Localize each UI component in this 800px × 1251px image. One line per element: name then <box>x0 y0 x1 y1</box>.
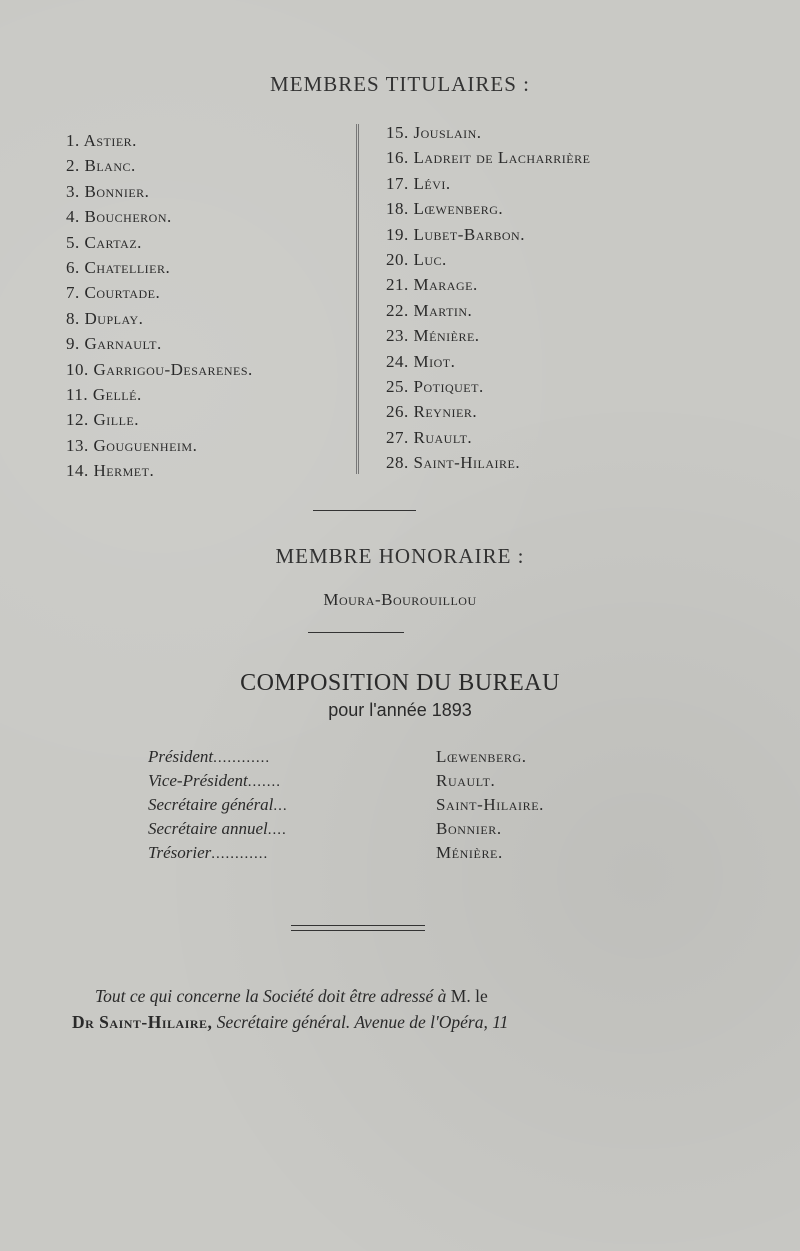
honorary-heading: MEMBRE HONORAIRE : <box>275 544 525 568</box>
footer-name: Dr Saint-Hilaire, <box>72 1012 213 1032</box>
member-name: Lœwenberg. <box>413 199 504 219</box>
member-entry <box>66 153 253 178</box>
member-entry <box>386 171 590 196</box>
bureau-title: COMPOSITION DU BUREAU <box>240 670 560 696</box>
member-entry <box>66 179 253 204</box>
officer-row <box>148 745 628 769</box>
member-entry <box>66 382 253 407</box>
member-name: Blanc. <box>84 156 136 176</box>
member-number: 25. <box>386 376 409 396</box>
member-name: Boucheron. <box>84 207 172 227</box>
member-entry <box>66 280 253 305</box>
member-number: 11. <box>66 384 89 404</box>
member-entry <box>66 306 253 331</box>
member-number: 23. <box>386 326 409 346</box>
officer-name: Lœwenberg. <box>436 747 527 766</box>
footer-address: Secrétaire général. Avenue de l'Opéra, 11 <box>212 1012 509 1032</box>
member-entry <box>386 349 590 374</box>
member-number: 2. <box>66 156 80 176</box>
member-number: 4. <box>66 207 80 227</box>
member-name: Jouslain. <box>413 123 482 142</box>
footer-line-1 <box>95 986 695 1007</box>
member-name: Garnault. <box>84 334 162 354</box>
member-name: Potiquet. <box>413 376 484 396</box>
section-divider <box>308 632 404 633</box>
members-heading: MEMBRES TITULAIRES : <box>270 72 530 96</box>
officer-role: Vice-Président <box>148 771 248 790</box>
member-name: Miot. <box>413 351 456 371</box>
member-name: Bonnier. <box>84 181 150 201</box>
member-name: Gille. <box>93 410 140 430</box>
member-entry <box>66 204 253 229</box>
members-list-left <box>66 128 253 483</box>
member-entry <box>386 272 590 297</box>
member-name: Courtade. <box>84 283 161 303</box>
member-entry <box>386 298 590 323</box>
member-entry <box>66 128 253 153</box>
member-number: 12. <box>66 410 89 430</box>
member-number: 20. <box>386 249 409 269</box>
member-entry <box>386 120 590 145</box>
member-name: Lévi. <box>413 173 451 193</box>
officer-role: Trésorier <box>148 843 212 862</box>
member-name: Chatellier. <box>84 257 171 277</box>
member-number: 1. <box>66 131 80 150</box>
member-entry <box>386 323 590 348</box>
member-number: 13. <box>66 435 89 455</box>
member-number: 26. <box>386 402 409 422</box>
member-number: 9. <box>66 334 80 354</box>
member-entry <box>386 399 590 424</box>
officer-row <box>148 817 628 841</box>
member-entry <box>66 255 253 280</box>
member-name: Martin. <box>413 300 473 320</box>
bureau-year: pour l'année 1893 <box>328 700 472 720</box>
member-name: Cartaz. <box>84 232 142 252</box>
member-entry <box>66 407 253 432</box>
member-number: 22. <box>386 300 409 320</box>
member-entry <box>386 425 590 450</box>
footer-text: M. le <box>446 986 488 1006</box>
member-number: 16. <box>386 148 409 168</box>
member-name: Astier. <box>83 131 137 150</box>
column-divider <box>356 124 359 474</box>
officer-name: Ménière. <box>436 843 503 862</box>
member-number: 24. <box>386 351 409 371</box>
officer-leader-dots: ....... <box>247 774 282 790</box>
officers-list <box>148 745 628 865</box>
member-entry <box>386 222 590 247</box>
member-name: Duplay. <box>84 308 144 328</box>
officer-leader-dots: ............ <box>213 750 271 766</box>
member-number: 5. <box>66 232 80 252</box>
member-number: 28. <box>386 453 409 473</box>
member-name: Lubet-Barbon. <box>413 224 525 244</box>
member-number: 6. <box>66 257 80 277</box>
member-name: Saint-Hilaire. <box>413 453 521 473</box>
footer-line-2 <box>72 1012 672 1033</box>
member-number: 14. <box>66 461 89 481</box>
member-name: Ruault. <box>413 427 473 447</box>
member-number: 15. <box>386 123 409 142</box>
officer-role: Secrétaire annuel <box>148 819 268 838</box>
member-entry <box>386 374 590 399</box>
members-list-right <box>386 120 590 475</box>
member-number: 18. <box>386 199 409 219</box>
member-entry <box>66 458 253 483</box>
member-name: Luc. <box>413 249 447 269</box>
member-entry <box>66 433 253 458</box>
honorary-member: Moura-Bourouillou <box>323 590 477 609</box>
member-name: Gouguenheim. <box>93 435 198 455</box>
footer-italic: Tout ce qui concerne la Société doit être adressé à <box>95 986 447 1006</box>
member-number: 27. <box>386 427 409 447</box>
officer-role: Secrétaire général <box>148 795 274 814</box>
member-name: Hermet. <box>93 461 155 481</box>
section-divider <box>313 510 416 511</box>
officer-leader-dots: .... <box>267 822 287 838</box>
member-entry <box>386 196 590 221</box>
member-name: Ménière. <box>413 326 480 346</box>
officer-name: Ruault. <box>436 771 496 790</box>
officer-role: Président <box>148 747 214 766</box>
member-entry <box>66 331 253 356</box>
member-entry <box>66 357 253 382</box>
member-number: 3. <box>66 181 80 201</box>
member-entry <box>386 247 590 272</box>
member-entry <box>386 145 590 170</box>
double-divider <box>291 925 425 931</box>
member-name: Reynier. <box>413 402 478 422</box>
officer-row <box>148 793 628 817</box>
member-name: Ladreit de Lacharrière <box>413 148 591 168</box>
member-name: Marage. <box>413 275 478 295</box>
officer-leader-dots: ... <box>273 798 288 814</box>
officer-row <box>148 841 628 865</box>
member-entry <box>386 450 590 475</box>
member-number: 17. <box>386 173 409 193</box>
member-name: Gellé. <box>92 384 142 404</box>
member-number: 7. <box>66 283 80 303</box>
officer-name: Bonnier. <box>436 819 502 838</box>
officer-leader-dots: ............ <box>211 846 269 862</box>
member-entry <box>66 230 253 255</box>
member-number: 21. <box>386 275 409 295</box>
member-number: 8. <box>66 308 80 328</box>
officer-name: Saint-Hilaire. <box>436 795 545 814</box>
officer-row <box>148 769 628 793</box>
member-name: Garrigou-Desarenes. <box>93 359 253 379</box>
member-number: 19. <box>386 224 409 244</box>
member-number: 10. <box>66 359 89 379</box>
